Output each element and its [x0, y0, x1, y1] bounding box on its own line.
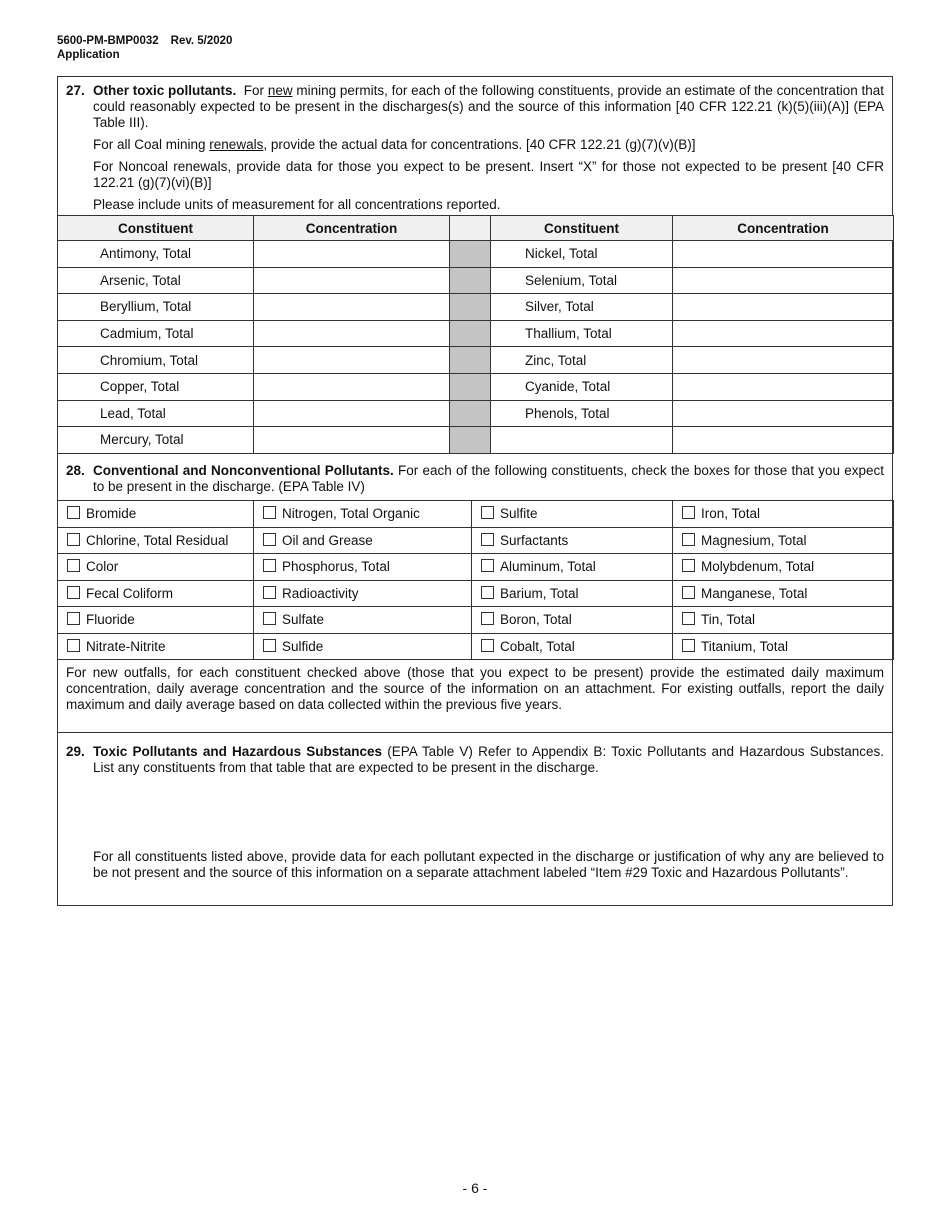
shaded-divider — [450, 400, 491, 427]
concentration-field[interactable] — [673, 373, 894, 400]
item-27-number: 27. — [66, 83, 85, 98]
concentration-field[interactable] — [254, 400, 450, 427]
item-28-text: 28. Conventional and Nonconventional Pollutants. For each of the following constituents, check the boxes for those that you expect to be present in the discharge. (EPA Table IV) — [66, 463, 885, 494]
checkbox[interactable] — [481, 586, 494, 599]
shaded-divider — [450, 320, 491, 347]
item-29-title: Toxic Pollutants and Hazardous Substances — [93, 744, 383, 759]
shaded-divider — [450, 241, 491, 268]
pollutant-label: Titanium, Total — [701, 638, 789, 654]
pollutant-option — [472, 607, 673, 634]
concentration-field[interactable] — [673, 347, 894, 374]
pollutant-option — [254, 607, 472, 634]
pollutant-label: Fluoride — [86, 612, 135, 628]
pollutant-option — [58, 580, 254, 607]
form-frame — [57, 76, 893, 906]
item-28-row — [58, 527, 894, 554]
item-28-row — [58, 501, 894, 528]
checkbox[interactable] — [67, 559, 80, 572]
pollutant-label: Fecal Coliform — [86, 585, 174, 601]
constituent-name: Arsenic, Total — [58, 267, 254, 294]
col-concentration-left: Concentration — [254, 216, 450, 241]
pollutant-label: Surfactants — [500, 532, 569, 548]
pollutant-option — [254, 554, 472, 581]
constituent-name: Beryllium, Total — [58, 294, 254, 321]
checkbox[interactable] — [263, 639, 276, 652]
item-28-note: For new outfalls, for each constituent checked above (those that you expect to be present) provide the estimated daily maximum concentration, daily average concentration and the source of the information on an attachment. For existing outfalls, report the daily maximum and daily average based on data collected within the previous five years. — [66, 665, 884, 712]
item-27-row — [58, 427, 894, 454]
constituent-name: Copper, Total — [58, 373, 254, 400]
col-divider — [450, 216, 491, 241]
form-revision: Rev. 5/2020 — [170, 35, 233, 47]
item-27-row — [58, 320, 894, 347]
pollutant-option — [58, 633, 254, 660]
checkbox[interactable] — [67, 612, 80, 625]
item-29-number: 29. — [66, 744, 85, 759]
pollutant-option — [254, 580, 472, 607]
checkbox[interactable] — [682, 612, 695, 625]
pollutant-option — [58, 554, 254, 581]
pollutant-label: Magnesium, Total — [701, 532, 807, 548]
item-28-title: Conventional and Nonconventional Pollutants. — [93, 463, 394, 478]
concentration-field[interactable] — [254, 373, 450, 400]
concentration-field[interactable] — [673, 427, 894, 454]
shaded-divider — [450, 427, 491, 454]
concentration-field[interactable] — [673, 294, 894, 321]
checkbox[interactable] — [481, 639, 494, 652]
pollutant-option — [472, 580, 673, 607]
checkbox[interactable] — [481, 559, 494, 572]
item-28-row — [58, 633, 894, 660]
pollutant-label: Color — [86, 559, 119, 575]
checkbox[interactable] — [263, 506, 276, 519]
item-29-instructions: For all constituents listed above, provide data for each pollutant expected in the discharge or justification of why any are believed to be not present and the source of this information on a separate attachment labeled “Item #29 Toxic and Hazardous Pollutants”. — [93, 849, 884, 880]
pollutant-label: Nitrate-Nitrite — [86, 638, 166, 654]
constituent-name: Silver, Total — [491, 294, 673, 321]
checkbox[interactable] — [263, 586, 276, 599]
page-number: - 6 - — [462, 1180, 488, 1196]
pollutant-option — [254, 527, 472, 554]
pollutant-label: Molybdenum, Total — [701, 559, 815, 575]
form-doc-type: Application — [57, 49, 120, 61]
col-constituent-right: Constituent — [491, 216, 673, 241]
checkbox[interactable] — [682, 559, 695, 572]
item-27-row — [58, 373, 894, 400]
pollutant-label: Chlorine, Total Residual — [86, 532, 229, 548]
form-id: 5600-PM-BMP0032 — [57, 35, 159, 47]
shaded-divider — [450, 294, 491, 321]
item-27-header-row — [58, 216, 894, 241]
pollutant-option — [472, 633, 673, 660]
pollutant-option — [673, 501, 894, 528]
item-27-text: 27. Other toxic pollutants. For new mining permits, for each of the following constituents, provide an estimate of the concentration that could reasonably expected to be present in the discharges(s) and the source of this information [40 CFR 122.21 (k)(5)(iii)(A)] (EPA Table III). For all Coal mining renewals, provide the actual data for concentrations. [40 CFR 122.21 (g)(7)(v)(B)] For Noncoal renewals, provide data for those you expect to be present. Insert “X” for those not expected to be present [40 CFR 122.21 (g)(7)(vi)(B)] Please include units of measurement for all concentrations reported. — [66, 83, 884, 212]
constituent-name: Selenium, Total — [491, 267, 673, 294]
pollutant-option — [472, 527, 673, 554]
concentration-field[interactable] — [673, 400, 894, 427]
constituent-name: Cadmium, Total — [58, 320, 254, 347]
item-28-number: 28. — [66, 463, 85, 478]
pollutant-option — [58, 527, 254, 554]
col-constituent-left: Constituent — [58, 216, 254, 241]
pollutant-option — [673, 527, 894, 554]
checkbox[interactable] — [682, 506, 695, 519]
checkbox[interactable] — [682, 586, 695, 599]
constituent-name: Antimony, Total — [58, 241, 254, 268]
constituent-name — [491, 427, 673, 454]
shaded-divider — [450, 373, 491, 400]
checkbox[interactable] — [67, 639, 80, 652]
pollutant-label: Oil and Grease — [282, 532, 373, 548]
pollutant-option — [472, 501, 673, 528]
item-29-section — [58, 732, 892, 907]
item-27-row — [58, 294, 894, 321]
checkbox[interactable] — [263, 559, 276, 572]
checkbox[interactable] — [67, 506, 80, 519]
col-concentration-right: Concentration — [673, 216, 894, 241]
pollutant-label: Cobalt, Total — [500, 638, 575, 654]
pollutant-label: Aluminum, Total — [500, 559, 596, 575]
pollutant-option — [254, 633, 472, 660]
item-27-row — [58, 347, 894, 374]
pollutant-label: Iron, Total — [701, 506, 761, 522]
pollutant-option — [254, 501, 472, 528]
item-27-table — [57, 215, 894, 454]
item-27-row — [58, 241, 894, 268]
constituent-name: Zinc, Total — [491, 347, 673, 374]
item-28-row — [58, 580, 894, 607]
item-28-row — [58, 607, 894, 634]
pollutant-label: Sulfate — [282, 612, 325, 628]
pollutant-label: Manganese, Total — [701, 585, 808, 601]
shaded-divider — [450, 347, 491, 374]
pollutant-option — [673, 554, 894, 581]
item-29-text: 29. Toxic Pollutants and Hazardous Substances (EPA Table V) Refer to Appendix B: Toxic Pollutants and Hazardous Substances. List any constituents from that table that are expected to be present in the discharge. — [66, 744, 885, 775]
pollutant-option — [472, 554, 673, 581]
pollutant-option — [673, 633, 894, 660]
pollutant-label: Boron, Total — [500, 612, 572, 628]
constituent-name: Thallium, Total — [491, 320, 673, 347]
item-28-row — [58, 554, 894, 581]
shaded-divider — [450, 267, 491, 294]
checkbox[interactable] — [481, 506, 494, 519]
pollutant-label: Phosphorus, Total — [282, 559, 390, 575]
concentration-field[interactable] — [254, 347, 450, 374]
checkbox[interactable] — [682, 533, 695, 546]
constituent-name: Nickel, Total — [491, 241, 673, 268]
pollutant-label: Barium, Total — [500, 585, 579, 601]
checkbox[interactable] — [67, 533, 80, 546]
concentration-field[interactable] — [673, 320, 894, 347]
concentration-field[interactable] — [254, 294, 450, 321]
pollutant-label: Sulfite — [500, 506, 538, 522]
checkbox[interactable] — [263, 533, 276, 546]
concentration-field[interactable] — [254, 427, 450, 454]
concentration-field[interactable] — [254, 267, 450, 294]
checkbox[interactable] — [682, 639, 695, 652]
concentration-field[interactable] — [254, 320, 450, 347]
pollutant-option — [58, 501, 254, 528]
pollutant-option — [673, 580, 894, 607]
constituent-name: Chromium, Total — [58, 347, 254, 374]
constituent-name: Mercury, Total — [58, 427, 254, 454]
concentration-field[interactable] — [254, 241, 450, 268]
pollutant-option — [673, 607, 894, 634]
constituent-name: Cyanide, Total — [491, 373, 673, 400]
pollutant-option — [58, 607, 254, 634]
pollutant-label: Radioactivity — [282, 585, 359, 601]
item-28-checkbox-grid — [57, 500, 894, 660]
checkbox[interactable] — [481, 612, 494, 625]
constituent-name: Lead, Total — [58, 400, 254, 427]
pollutant-label: Bromide — [86, 506, 137, 522]
concentration-field[interactable] — [673, 267, 894, 294]
item-27-title: Other toxic pollutants. — [93, 83, 237, 98]
pollutant-label: Tin, Total — [701, 612, 756, 628]
concentration-field[interactable] — [673, 241, 894, 268]
checkbox[interactable] — [481, 533, 494, 546]
item-27-row — [58, 400, 894, 427]
checkbox[interactable] — [67, 586, 80, 599]
checkbox[interactable] — [263, 612, 276, 625]
pollutant-label: Nitrogen, Total Organic — [282, 506, 420, 522]
pollutant-label: Sulfide — [282, 638, 324, 654]
item-27-row — [58, 267, 894, 294]
form-header — [57, 34, 232, 62]
constituent-name: Phenols, Total — [491, 400, 673, 427]
